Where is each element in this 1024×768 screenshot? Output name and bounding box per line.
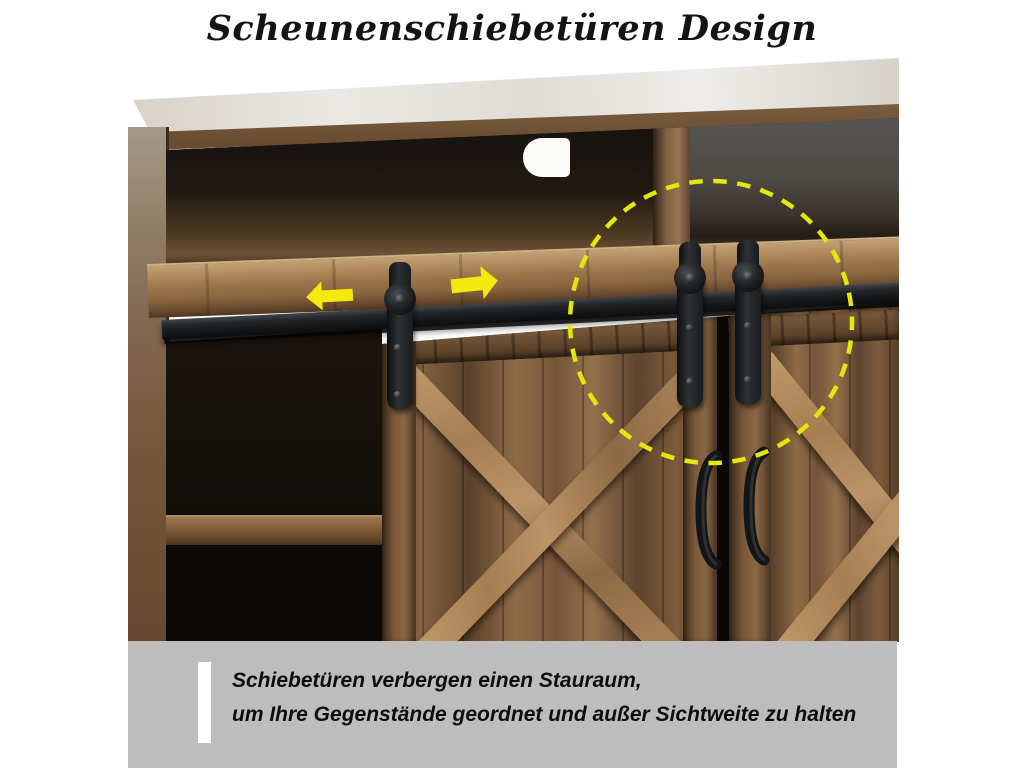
page-title: Scheunenschiebetüren Design bbox=[206, 8, 818, 49]
highlight-circle-icon bbox=[559, 170, 863, 474]
left-open-shelves bbox=[166, 326, 382, 642]
caption-accent-bar bbox=[198, 662, 211, 743]
roller-bolt bbox=[395, 294, 405, 304]
caption-line-1: Schiebetüren verbergen einen Stauraum, bbox=[232, 669, 642, 692]
bolt-icon bbox=[394, 344, 401, 351]
bolt-icon bbox=[394, 391, 401, 398]
lower-shelf-opening bbox=[166, 545, 382, 642]
shelf-board bbox=[166, 515, 382, 547]
cabinet-left-side-panel bbox=[128, 127, 169, 641]
product-photo bbox=[128, 56, 899, 642]
caption-line-2: um Ihre Gegenstände geordnet und außer Sichtweite zu halten bbox=[232, 703, 857, 726]
caption-band bbox=[128, 641, 897, 768]
